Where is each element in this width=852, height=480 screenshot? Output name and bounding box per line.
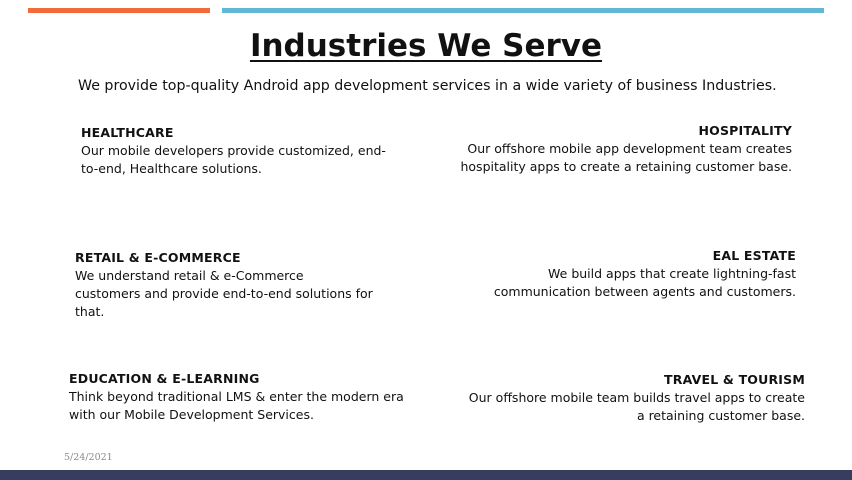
industry-heading: EAL ESTATE xyxy=(712,248,796,263)
industry-description xyxy=(81,142,411,178)
desc-line: We build apps that create lightning-fast xyxy=(548,266,796,281)
industry-heading: HEALTHCARE xyxy=(81,125,174,140)
industry-heading: RETAIL & E-COMMERCE xyxy=(75,250,241,265)
accent-bar-blue xyxy=(222,8,824,13)
industry-description xyxy=(75,267,405,321)
intro-text: We provide top-quality Android app development services in a wide variety of business Industries. xyxy=(78,78,777,94)
industry-hospitality xyxy=(440,121,792,176)
industry-education-elearning xyxy=(69,369,429,424)
industry-retail-ecommerce xyxy=(75,248,405,321)
industry-heading: EDUCATION & E-LEARNING xyxy=(69,371,260,386)
desc-line: a retaining customer base. xyxy=(636,408,805,423)
industry-heading: HOSPITALITY xyxy=(698,123,792,138)
desc-line: Our offshore mobile team builds travel apps to create xyxy=(468,390,805,405)
desc-line: with our Mobile Development Services. xyxy=(69,407,314,422)
industry-description xyxy=(69,388,429,424)
desc-line: We understand retail & e-Commerce xyxy=(75,268,304,283)
industry-heading: TRAVEL & TOURISM xyxy=(664,372,805,387)
industry-description xyxy=(440,140,792,176)
industry-healthcare xyxy=(81,123,411,178)
desc-line: communication between agents and customers. xyxy=(493,284,796,299)
footer-bar xyxy=(0,470,852,480)
desc-line: Think beyond traditional LMS & enter the modern era xyxy=(69,389,404,404)
accent-bar-orange xyxy=(28,8,210,13)
industry-travel-tourism xyxy=(440,370,805,425)
desc-line: customers and provide end-to-end solutions for xyxy=(75,286,373,301)
desc-line: Our offshore mobile app development team creates xyxy=(467,141,792,156)
slide-title: Industries We Serve xyxy=(249,28,603,64)
industry-description xyxy=(440,389,805,425)
desc-line: hospitality apps to create a retaining customer base. xyxy=(460,159,792,174)
desc-line: to-end, Healthcare solutions. xyxy=(81,161,262,176)
slide-date: 5/24/2021 xyxy=(64,452,113,463)
industry-description xyxy=(470,265,796,301)
desc-line: Our mobile developers provide customized, end- xyxy=(81,143,386,158)
desc-line: that. xyxy=(75,304,105,319)
industry-real-estate xyxy=(470,246,796,301)
